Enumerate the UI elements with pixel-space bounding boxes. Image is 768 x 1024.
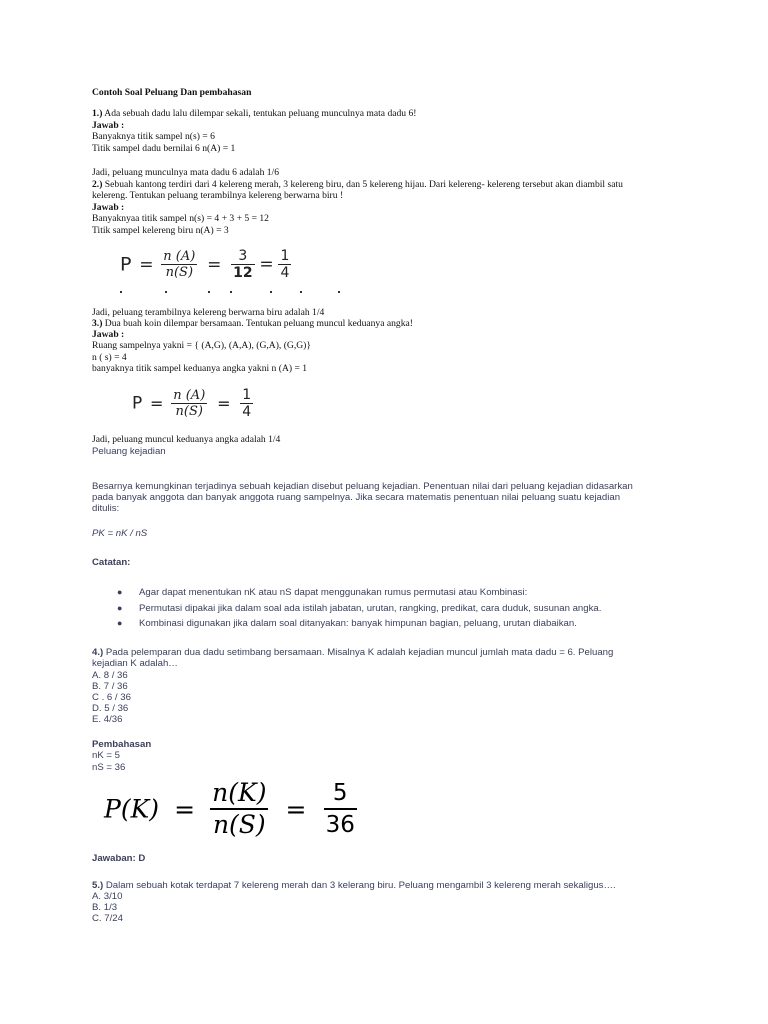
conclusion: Jadi, peluang munculnya mata dadu 6 adalah 1/6 <box>92 167 280 178</box>
formula-fraction: $\frac{5}{36}$ <box>325 780 355 838</box>
formula-fraction: $\frac{n(K)}{n(S)}$ <box>212 778 267 839</box>
formula-symbol: P <box>132 393 143 414</box>
formula-equals: = <box>207 254 222 275</box>
option: B. 7 / 36 <box>92 681 128 692</box>
discussion-line: nS = 36 <box>92 762 126 773</box>
formula-q3 <box>132 387 253 420</box>
answer-label: Jawab : <box>92 329 125 340</box>
bullet-icon: ● <box>117 587 123 597</box>
answer-line: Titik sampel kelereng biru n(A) = 3 <box>92 225 229 236</box>
question-text: Sebuah kantong terdiri dari 4 kelereng merah, 3 kelereng biru, dan 5 kelereng hijau. Dari kelereng- kelereng tersebut akan diambil satu <box>104 179 623 190</box>
question-4 <box>92 647 613 659</box>
formula-fraction: $\frac{n (A)}{n(S)}$ <box>163 249 196 280</box>
question-5 <box>92 880 616 892</box>
formula-fraction: $\frac{1}{4}$ <box>242 387 252 420</box>
answer-line: Titik sampel dadu bernilai 6 n(A) = 1 <box>92 143 236 154</box>
formula-equals: = <box>150 394 164 413</box>
formula-fraction: $\frac{3}{12}$ <box>233 248 253 281</box>
dotted-artifact <box>120 291 340 295</box>
formula-equals: = <box>139 254 154 275</box>
conclusion: Jadi, peluang muncul keduanya angka adalah 1/4 <box>92 434 281 445</box>
conclusion: Jadi, peluang terambilnya kelereng berwarna biru adalah 1/4 <box>92 307 325 318</box>
answer-label: Jawab : <box>92 120 125 131</box>
question-text: Ada sebuah dadu lalu dilempar sekali, tentukan peluang munculnya mata dadu 6! <box>104 108 417 119</box>
bullet-icon: ● <box>117 618 123 628</box>
formula-equals: = <box>174 794 196 824</box>
formula-fraction: $\frac{1}{4}$ <box>280 248 290 281</box>
formula-text: PK = nK / nS <box>92 528 148 539</box>
answer-line: Ruang sampelnya yakni = { (A,G), (A,A), (G,A), (G,G)} <box>92 340 311 351</box>
bullet-icon: ● <box>117 603 123 613</box>
option: A. 8 / 36 <box>92 670 128 681</box>
question-1 <box>92 108 417 120</box>
answer-line: Banyaknyaa titik sampel n(s) = 4 + 3 + 5 = 12 <box>92 213 269 224</box>
answer-line: banyaknya titik sampel keduanya angka yakni n (A) = 1 <box>92 363 308 374</box>
question-number: 4.) <box>92 647 104 658</box>
question-text: Dua buah koin dilempar bersamaan. Tentukan peluang muncul keduanya angka! <box>104 318 413 329</box>
paragraph-line: ditulis: <box>92 503 120 514</box>
formula-equals: = <box>217 394 231 413</box>
question-3 <box>92 318 413 330</box>
formula-fraction: $\frac{n (A)}{n(S)}$ <box>173 388 206 419</box>
option: C. 7/24 <box>92 913 123 924</box>
answer-key: Jawaban: D <box>92 853 146 864</box>
section-heading: Peluang kejadian <box>92 446 166 457</box>
bullet-item: Agar dapat menentukan nK atau nS dapat menggunakan rumus permutasi atau Kombinasi: <box>139 587 528 598</box>
formula-equals: = <box>285 794 307 824</box>
paragraph-line: pada banyak anggota dan banyak anggota ruang sampelnya. Jika secara matematis penentuan nilai peluang suatu kejadian <box>92 492 621 503</box>
answer-line: Banyaknya titik sampel n(s) = 6 <box>92 131 215 142</box>
notes-heading: Catatan: <box>92 557 131 568</box>
bullet-item: Permutasi dipakai jika dalam soal ada istilah jabatan, urutan, rangking, predikat, cara duduk, susunan angka. <box>139 603 602 614</box>
option: E. 4/36 <box>92 714 123 725</box>
answer-label: Jawab : <box>92 202 125 213</box>
paragraph-line: Besarnya kemungkinan terjadinya sebuah kejadian disebut peluang kejadian. Penentuan nilai dari peluang kejadian didasarkan <box>92 481 633 492</box>
option: C . 6 / 36 <box>92 692 131 703</box>
discussion-heading: Pembahasan <box>92 739 152 750</box>
question-text: Pada pelemparan dua dadu setimbang bersamaan. Misalnya K adalah kejadian muncul jumlah mata dadu = 6. Peluang <box>105 647 614 658</box>
answer-line: n ( s) = 4 <box>92 352 127 363</box>
question-text-cont: kelereng. Tentukan peluang terambilnya kelereng berwarna biru ! <box>92 190 344 201</box>
bullet-item: Kombinasi digunakan jika dalam soal ditanyakan: banyak himpunan bagian, peluang, urutan diabaikan. <box>139 618 577 629</box>
question-number: 2.) <box>92 179 103 190</box>
option: B. 1/3 <box>92 902 118 913</box>
option: A. 3/10 <box>92 891 123 902</box>
formula-q4 <box>104 778 357 840</box>
question-number: 5.) <box>92 880 104 891</box>
formula-q2 <box>120 248 291 281</box>
question-number: 3.) <box>92 318 103 329</box>
question-2 <box>92 179 623 191</box>
document-title: Contoh Soal Peluang Dan pembahasan <box>92 87 252 98</box>
formula-lhs: P(K) <box>104 794 160 824</box>
question-number: 1.) <box>92 108 103 119</box>
formula-symbol: P <box>120 253 132 276</box>
formula-equals: = <box>259 254 274 275</box>
question-text-cont: kejadian K adalah… <box>92 658 178 669</box>
question-text: Dalam sebuah kotak terdapat 7 kelereng merah dan 3 kelerang biru. Peluang mengambil 3 kelereng merah sekaligus…. <box>105 880 616 891</box>
discussion-line: nK = 5 <box>92 750 121 761</box>
option: D. 5 / 36 <box>92 703 129 714</box>
